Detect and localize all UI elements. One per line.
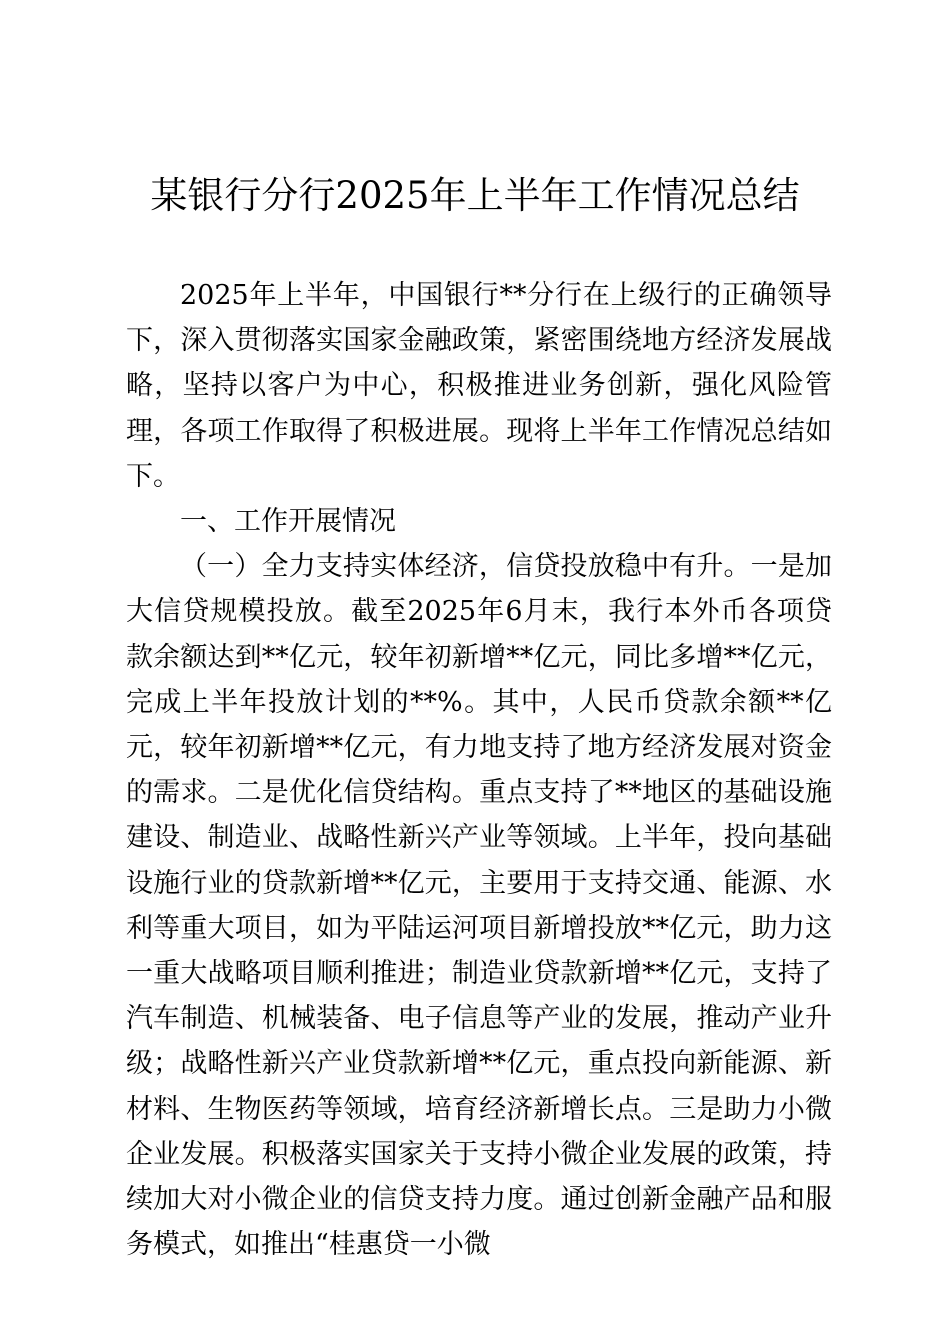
document-title: 某银行分行2025年上半年工作情况总结	[150, 174, 800, 217]
intro-paragraph: 2025年上半年，中国银行**分行在上级行的正确领导下，深入贯彻落实国家金融政策，紧密围绕地方经济发展战略，坚持以客户为中心，积极推进业务创新，强化风险管理，各项工作取得了积极进展。现将上半年工作情况总结如下。	[126, 280, 832, 492]
section-heading: 一、工作开展情况	[180, 506, 396, 538]
document-body	[126, 273, 832, 1267]
section-1-paragraph: （一）全力支持实体经济，信贷投放稳中有升。一是加大信贷规模投放。截至2025年6月末，我行本外币各项贷款余额达到**亿元，较年初新增**亿元，同比多增**亿元，完成上半年投放计划的**%。其中，人民币贷款余额**亿元，较年初新增**亿元，有力地支持了地方经济发展对资金的需求。二是优化信贷结构。重点支持了**地区的基础设施建设、制造业、战略性新兴产业等领域。上半年，投向基础设施行业的贷款新增**亿元，主要用于支持交通、能源、水利等重大项目，如为平陆运河项目新增投放**亿元，助力这一重大战略项目顺利推进；制造业贷款新增**亿元，支持了汽车制造、机械装备、电子信息等产业的发展，推动产业升级；战略性新兴产业贷款新增**亿元，重点投向新能源、新材料、生物医药等领域，培育经济新增长点。三是助力小微企业发展。积极落实国家关于支持小微企业发展的政策，持续加大对小微企业的信贷支持力度。通过创新金融产品和服务模式，如推出“桂惠贷一小微	[126, 551, 832, 1261]
